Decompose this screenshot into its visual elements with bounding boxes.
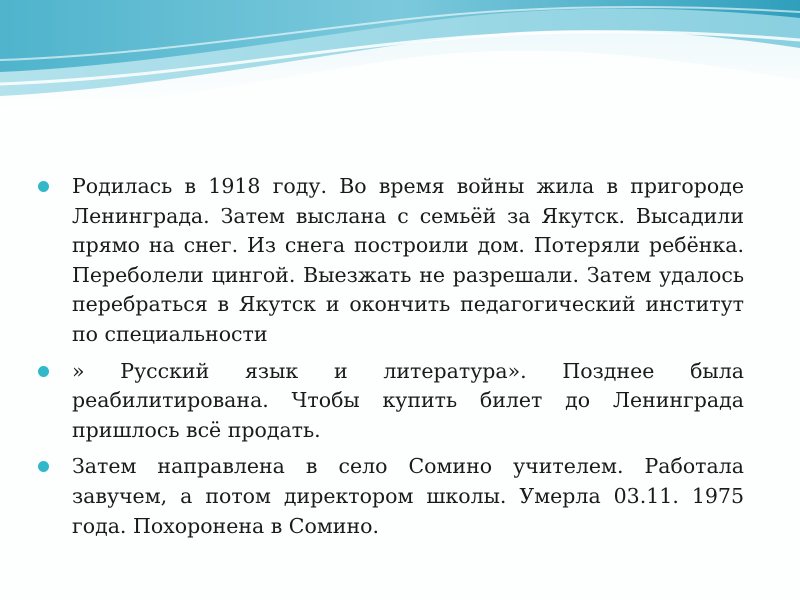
bullet-dot-icon (38, 181, 49, 192)
header-wave-decoration (0, 0, 800, 130)
bullet-dot-icon (38, 461, 49, 472)
bullet-text: » Русский язык и литература». Позднее была реабилитирована. Чтобы купить билет до Ленинграда пришлось всё продать. (72, 358, 744, 442)
bullet-item-1 (38, 172, 744, 350)
bullet-item-3 (38, 452, 744, 541)
bullet-text: Затем направлена в село Сомино учителем. Работала завучем, а потом директором школы. Умерла 03.11. 1975 года. Похоронена в Сомино. (72, 454, 744, 538)
bullet-dot-icon (38, 366, 49, 377)
bullet-list (38, 172, 744, 541)
bullet-text: Родилась в 1918 году. Во время войны жила в пригороде Ленинграда. Затем выслана с семьёй за Якутск. Высадили прямо на снег. Из снега построили дом. Потеряли ребёнка. Переболели цингой. Выезжать не разрешали. Затем удалось перебраться в Якутск и окончить педагогический институт по специальности (72, 174, 744, 346)
bullet-item-2 (38, 357, 744, 446)
